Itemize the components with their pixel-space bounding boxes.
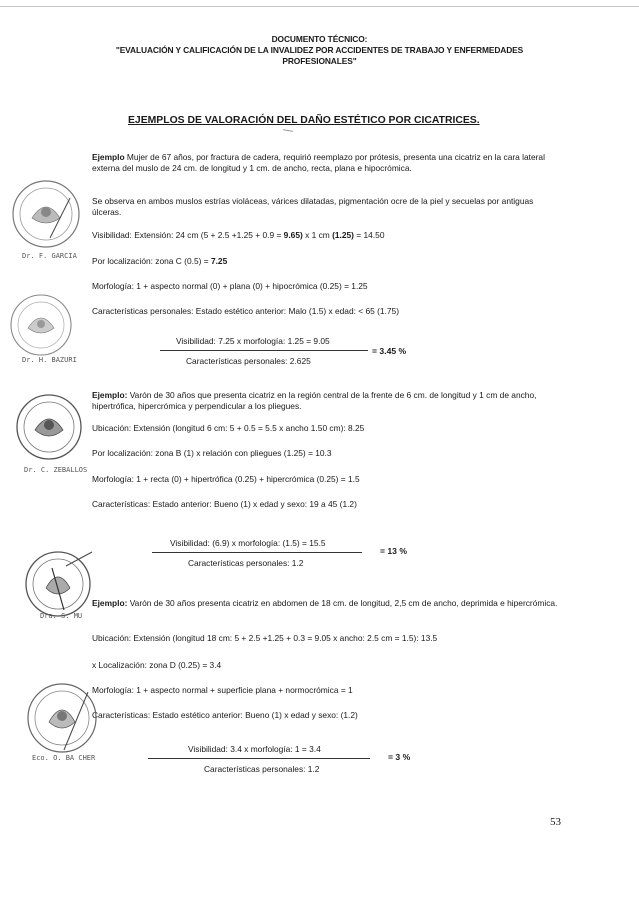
signature-5: Eco. O. BA CHER (32, 754, 96, 762)
ex1-fraction-bar (160, 350, 368, 351)
ex3-morphology: Morfología: 1 + aspecto normal + superficie plana + normocrómica = 1 (92, 685, 353, 695)
official-seal-3 (14, 392, 84, 462)
official-seal-4 (22, 548, 94, 620)
ex3-intro-text: Varón de 30 años presenta cicatriz en abdomen de 18 cm. de longitud, 2,5 cm de ancho, deprimida e hipercrómica. (127, 598, 558, 608)
signature-3: Dr. C. ZEBALLOS (24, 466, 88, 474)
official-seal-1 (10, 178, 82, 250)
ex1-observation: Se observa en ambos muslos estrías violáceas, várices dilatadas, pigmentación ocre de la piel y secuelas por antiguas úlceras. (92, 196, 534, 217)
ex3-localization: x Localización: zona D (0.25) = 3.4 (92, 660, 222, 670)
ex1-characteristics: Características personales: Estado estético anterior: Malo (1.5) x edad: < 65 (1.75) (92, 306, 400, 316)
signature-4: Dra. S. MU (40, 612, 83, 620)
ex1-loc-a: Por localización: zona C (0.5) = (92, 256, 211, 266)
ex2-result: = 13 % (380, 546, 407, 556)
ex1-vis-c: x 1 cm (302, 230, 333, 240)
ex2-intro (92, 390, 560, 412)
ex2-intro-text: Varón de 30 años que presenta cicatriz en la región central de la frente de 6 cm. de longitud y 1 cm de ancho, hipertrófica, hipercrómica y perpendicular a los pliegues. (92, 390, 537, 411)
header-line-3: PROFESIONALES" (282, 56, 357, 66)
ex1-morphology: Morfología: 1 + aspecto normal (0) + plana (0) + hipocrómica (0.25) = 1.25 (92, 281, 368, 291)
signature-2: Dr. H. BAZURI (22, 356, 77, 364)
ex1-intro (92, 152, 560, 174)
ex2-numerator: Visibilidad: (6.9) x morfología: (1.5) = 15.5 (170, 538, 326, 548)
ex1-localization (92, 256, 560, 267)
ex3-numerator: Visibilidad: 3.4 x morfología: 1 = 3.4 (188, 744, 321, 754)
ex1-intro-text: Mujer de 67 años, por fractura de cadera, requirió reemplazo por prótesis, presenta una cicatriz en la cara lateral externa del muslo de 24 cm. de longitud y 1 cm. de ancho, recta, plana e hipocrómica. (92, 152, 545, 173)
ex3-intro-label: Ejemplo: (92, 598, 128, 608)
ex1-intro-label: Ejemplo (92, 152, 125, 162)
ex3-denominator: Características personales: 1.2 (204, 764, 320, 774)
ex1-numerator: Visibilidad: 7.25 x morfología: 1.25 = 9.05 (176, 336, 330, 346)
ex3-location: Ubicación: Extensión (longitud 18 cm: 5 + 2.5 +1.25 + 0.3 = 9.05 x ancho: 2.5 cm = 1.5): 13.5 (92, 633, 438, 643)
signature-1: Dr. F. GARCIA (22, 252, 77, 260)
header-line-2: "EVALUACIÓN Y CALIFICACIÓN DE LA INVALIDEZ POR ACCIDENTES DE TRABAJO Y ENFERMEDADES (115, 45, 524, 55)
ex2-intro-label: Ejemplo: (92, 390, 128, 400)
ex2-fraction-bar (152, 552, 362, 553)
page-number: 53 (550, 816, 561, 828)
ex1-vis-d: (1.25) (332, 230, 354, 240)
ex3-intro (92, 598, 560, 609)
ex1-vis-b: 9.65) (283, 230, 303, 240)
ex1-vis-e: = 14.50 (353, 230, 385, 240)
ex3-result: = 3 % (388, 752, 411, 762)
ex1-visibility (92, 230, 560, 241)
ex1-loc-b: 7.25 (210, 256, 228, 266)
ex3-characteristics: Características: Estado estético anterior: Bueno (1) x edad y sexo: (1.2) (92, 710, 358, 720)
top-rule (0, 6, 639, 7)
ex1-denominator: Características personales: 2.625 (186, 356, 311, 366)
official-seal-5 (24, 680, 100, 756)
official-seal-2 (8, 292, 74, 358)
decorative-mark (283, 129, 293, 132)
ex1-result: = 3.45 % (372, 346, 407, 356)
section-title: EJEMPLOS DE VALORACIÓN DEL DAÑO ESTÉTICO POR CICATRICES. (128, 115, 480, 126)
header-line-1: DOCUMENTO TÉCNICO: (271, 34, 368, 44)
ex1-vis-a: Visibilidad: Extensión: 24 cm (5 + 2.5 +1.25 + 0.9 = (92, 230, 284, 240)
ex2-location: Ubicación: Extensión (longitud 6 cm: 5 + 0.5 = 5.5 x ancho 1.50 cm): 8.25 (92, 423, 365, 433)
ex2-localization: Por localización: zona B (1) x relación con pliegues (1.25) = 10.3 (92, 448, 332, 458)
ex2-characteristics: Características: Estado anterior: Bueno (1) x edad y sexo: 19 a 45 (1.2) (92, 499, 357, 509)
document-header (0, 34, 639, 67)
ex2-morphology: Morfología: 1 + recta (0) + hipertrófica (0.25) + hipercrómica (0.25) = 1.5 (92, 474, 360, 484)
ex3-fraction-bar (148, 758, 370, 759)
ex2-denominator: Características personales: 1.2 (188, 558, 304, 568)
